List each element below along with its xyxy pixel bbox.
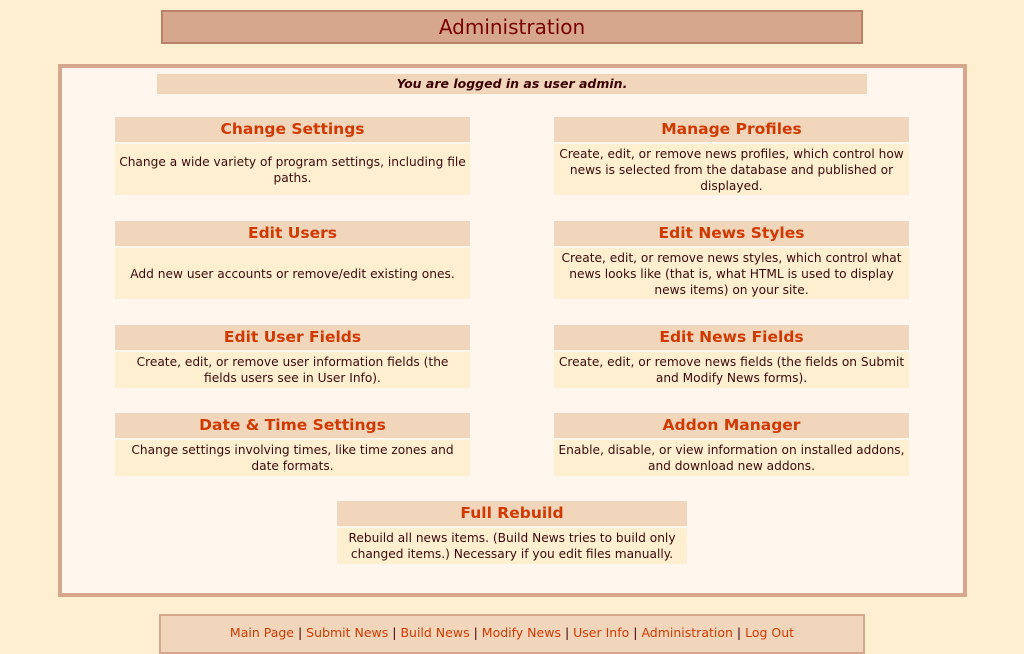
card-description: Create, edit, or remove news fields (the fields on Submit and Modify News forms). bbox=[554, 352, 909, 388]
separator: | bbox=[473, 625, 478, 640]
card-description: Rebuild all news items. (Build News tries to build only changed items.) Necessary if you edit files manually. bbox=[337, 528, 687, 564]
card-description: Enable, disable, or view information on installed addons, and download new addons. bbox=[554, 440, 909, 476]
card-description: Change settings involving times, like time zones and date formats. bbox=[115, 440, 470, 476]
footer-nav bbox=[159, 614, 865, 654]
card-title-link[interactable]: Edit Users bbox=[115, 221, 470, 246]
card-edit-news-styles bbox=[554, 221, 909, 299]
card-title-link[interactable]: Full Rebuild bbox=[337, 501, 687, 526]
card-title-link[interactable]: Change Settings bbox=[115, 117, 470, 142]
nav-submit-news[interactable]: Submit News bbox=[306, 625, 389, 640]
nav-build-news[interactable]: Build News bbox=[400, 625, 470, 640]
card-description: Change a wide variety of program settings, including file paths. bbox=[115, 144, 470, 195]
page-title: Administration bbox=[161, 10, 863, 44]
nav-modify-news[interactable]: Modify News bbox=[481, 625, 561, 640]
card-title-link[interactable]: Edit User Fields bbox=[115, 325, 470, 350]
nav-user-info[interactable]: User Info bbox=[573, 625, 630, 640]
card-manage-profiles bbox=[554, 117, 909, 195]
card-addon-manager bbox=[554, 413, 909, 476]
card-description: Create, edit, or remove user information fields (the fields users see in User Info). bbox=[115, 352, 470, 388]
card-title-link[interactable]: Addon Manager bbox=[554, 413, 909, 438]
card-description: Create, edit, or remove news styles, which control what news looks like (that is, what HTML is used to display news items) on your site. bbox=[554, 248, 909, 299]
card-title-link[interactable]: Manage Profiles bbox=[554, 117, 909, 142]
separator: | bbox=[297, 625, 303, 640]
card-date-time-settings bbox=[115, 413, 470, 476]
card-edit-news-fields bbox=[554, 325, 909, 388]
card-change-settings bbox=[115, 117, 470, 195]
separator: | bbox=[633, 625, 638, 640]
card-full-rebuild bbox=[337, 501, 687, 564]
separator: | bbox=[736, 625, 742, 640]
card-edit-user-fields bbox=[115, 325, 470, 388]
nav-administration[interactable]: Administration bbox=[641, 625, 733, 640]
card-description: Add new user accounts or remove/edit existing ones. bbox=[115, 248, 470, 299]
nav-log-out[interactable]: Log Out bbox=[745, 625, 795, 640]
card-edit-users bbox=[115, 221, 470, 299]
card-title-link[interactable]: Edit News Styles bbox=[554, 221, 909, 246]
separator: | bbox=[392, 625, 397, 640]
separator: | bbox=[564, 625, 570, 640]
logged-in-status: You are logged in as user admin. bbox=[157, 74, 867, 94]
card-title-link[interactable]: Date & Time Settings bbox=[115, 413, 470, 438]
card-description: Create, edit, or remove news profiles, which control how news is selected from the database and published or displayed. bbox=[554, 144, 909, 195]
card-title-link[interactable]: Edit News Fields bbox=[554, 325, 909, 350]
nav-main-page[interactable]: Main Page bbox=[229, 625, 294, 640]
